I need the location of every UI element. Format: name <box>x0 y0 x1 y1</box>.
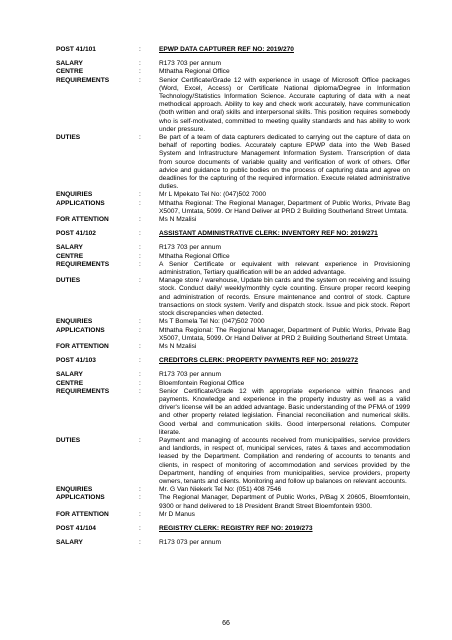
field-row <box>56 261 410 277</box>
post-title-row <box>56 525 410 533</box>
field-value: Senior Certificate/Grade 12 with appropriate experience within finances and payments. Knowledge and experience in the property industry as well as a valid driver's license will be an added advantage. Basic understanding of the PFMA of 1999 and other property related legislation. Financial reconciliation and numerical skills. Good verbal and communication skills. Good interpersonal relations. Computer literate. <box>159 387 410 436</box>
field-row <box>56 134 410 191</box>
separator: : <box>139 260 141 268</box>
field-label: CENTRE <box>56 252 84 260</box>
field-label: APPLICATIONS <box>56 326 105 334</box>
separator: : <box>139 216 141 224</box>
separator: : <box>139 134 141 142</box>
separator: : <box>139 60 141 68</box>
post-number: POST 41/102 <box>56 230 96 238</box>
post-title: REGISTRY CLERK: REGISTRY REF NO: 2019/273 <box>159 524 313 532</box>
separator: : <box>139 524 141 532</box>
post-title: CREDITORS CLERK: PROPERTY PAYMENTS REF NO: 2019/272 <box>159 357 359 365</box>
post-number: POST 41/101 <box>56 46 96 53</box>
field-label: DUTIES <box>56 134 81 142</box>
separator: : <box>139 342 141 350</box>
field-value: Mthatha Regional Office <box>159 252 230 260</box>
field-row <box>56 244 410 252</box>
separator: : <box>139 46 141 53</box>
field-label: FOR ATTENTION <box>56 342 109 350</box>
field-label: FOR ATTENTION <box>56 216 109 224</box>
field-value: Ms N Mzalisi <box>159 216 197 224</box>
field-value: Payment and managing of accounts received from municipalities, service providers and landlords, in respect of, municipal services, rates & taxes and accommodation leased by the Department. Compilation and rendering of accounts to tenants and clients, in respect of monitoring of accommodation and services provided by the Department, handling of enquiries from municipalities, service providers, property owners, tenants and clients. Monitoring and follow up balances on relevant accounts. <box>159 436 410 485</box>
separator: : <box>139 371 141 379</box>
post-number: POST 41/103 <box>56 357 96 365</box>
field-label: DUTIES <box>56 436 81 444</box>
job-post <box>56 46 410 224</box>
field-value: A Senior Certificate or equivalent with relevant experience in Provisioning administration, Tertiary qualification will be an added advantage. <box>159 260 410 277</box>
separator: : <box>139 539 141 547</box>
field-row <box>56 77 410 134</box>
field-value: Mr L Mpekato Tel No: (047)502 7000 <box>159 191 267 199</box>
field-row <box>56 327 410 343</box>
field-label: SALARY <box>56 539 83 547</box>
separator: : <box>139 277 141 285</box>
field-row <box>56 68 410 76</box>
field-row <box>56 216 410 224</box>
job-post <box>56 357 410 519</box>
post-title: ASSISTANT ADMINISTRATIVE CLERK: INVENTORY REF NO: 2019/271 <box>159 230 378 238</box>
field-label: DUTIES <box>56 277 81 285</box>
field-row <box>56 200 410 216</box>
separator: : <box>139 326 141 334</box>
field-label: ENQUIRIES <box>56 191 93 199</box>
field-row <box>56 253 410 261</box>
field-row <box>56 60 410 68</box>
post-number: POST 41/104 <box>56 524 96 532</box>
field-value: R173 703 per annum <box>159 60 221 68</box>
separator: : <box>139 486 141 494</box>
posts-list <box>56 46 410 547</box>
separator: : <box>139 199 141 207</box>
separator: : <box>139 387 141 395</box>
field-value: The Regional Manager, Department of Public Works, P/Bag X 20605, Bloemfontein, 9300 or hand delivered to 18 President Brandt Street Bloemfontein 9300. <box>159 494 410 510</box>
field-value: Senior Certificate/Grade 12 with experience in usage of Microsoft Office packages (Word, Excel, Access) or Certificate National diploma/Degree in Information Technology/Statistics Information Science. Accurate capturing of data with a neat methodical approach. Ability to key and check work accurately, have communication (both written and oral) skills and interpersonal skills. This position requires somebody who is self-motivated, committed to meeting quality standards and has ability to work under pressure. <box>159 76 410 133</box>
field-row <box>56 380 410 388</box>
field-row <box>56 371 410 379</box>
field-label: SALARY <box>56 244 83 252</box>
separator: : <box>139 318 141 326</box>
field-label: ENQUIRIES <box>56 318 93 326</box>
field-row <box>56 277 410 318</box>
field-value: Manage store / warehouse, Update bin cards and the system on receiving and issuing stock. Conduct daily/ weekly/monthly cycle counting. Ensure proper record keeping and administration of records. Ensure maintenance and control of stock. Capture transactions on stock system. Verify and dispatch stock. Issue and pick stock. Report stock discrepancies when detected. <box>159 277 410 318</box>
field-row <box>56 494 410 510</box>
field-row <box>56 388 410 437</box>
field-value: R173 703 per annum <box>159 371 221 379</box>
separator: : <box>139 510 141 518</box>
page-number: 66 <box>222 620 230 627</box>
field-value: Mthatha Regional: The Regional Manager, Department of Public Works, Private Bag X5007, Umtata, 5099. Or Hand Deliver at PRD 2 Building Southerland Street Umtata. <box>159 326 410 342</box>
field-value: Be part of a team of data capturers dedicated to carrying out the capture of data on behalf of reporting bodies. Accurately capture EPWP data into the Web Based System and Infrastructure Management Information System. Transcription of data from source documents of variable quality and verification of work of others. Offer advice and guidance to public bodies on the process of capturing data and agree on deadlines for the capturing of the required information. Execute related administrative duties. <box>159 134 410 191</box>
field-row <box>56 191 410 199</box>
field-row <box>56 486 410 494</box>
field-value: Bloemfontein Regional Office <box>159 379 245 387</box>
field-label: CENTRE <box>56 379 84 387</box>
post-title-row <box>56 46 410 54</box>
separator: : <box>139 68 141 76</box>
field-label: FOR ATTENTION <box>56 510 109 518</box>
field-value: Mr. G Van Niekerk Tel No: (051) 408 7546 <box>159 486 282 494</box>
field-label: CENTRE <box>56 68 84 76</box>
field-value: R173 703 per annum <box>159 244 221 252</box>
field-label: SALARY <box>56 60 83 68</box>
field-value: Mr D Manus <box>159 510 195 518</box>
separator: : <box>139 494 141 502</box>
post-title: EPWP DATA CAPTURER REF NO: 2019/270 <box>159 46 294 53</box>
separator: : <box>139 379 141 387</box>
field-label: ENQUIRIES <box>56 486 93 494</box>
field-value: Ms N Mzalisi <box>159 342 197 350</box>
field-row <box>56 437 410 486</box>
job-post <box>56 525 410 547</box>
separator: : <box>139 436 141 444</box>
field-value: Mthatha Regional: The Regional Manager, Department of Public Works, Private Bag X5007, Umtata, 5099. Or Hand Deliver at PRD 2 Building Southerland Street Umtata. <box>159 199 410 215</box>
separator: : <box>139 244 141 252</box>
field-label: APPLICATIONS <box>56 199 105 207</box>
separator: : <box>139 76 141 84</box>
separator: : <box>139 230 141 238</box>
field-label: SALARY <box>56 371 83 379</box>
field-value: R173 073 per annum <box>159 539 221 547</box>
field-row <box>56 318 410 326</box>
field-value: Mthatha Regional Office <box>159 68 230 76</box>
job-post <box>56 230 410 351</box>
field-value: Ms T Bomela Tel No: (047)502 7000 <box>159 318 265 326</box>
separator: : <box>139 252 141 260</box>
post-title-row <box>56 357 410 365</box>
field-label: REQUIREMENTS <box>56 76 110 84</box>
separator: : <box>139 191 141 199</box>
field-label: REQUIREMENTS <box>56 387 110 395</box>
field-row <box>56 539 410 547</box>
field-label: APPLICATIONS <box>56 494 105 502</box>
post-title-row <box>56 230 410 238</box>
field-row <box>56 511 410 519</box>
separator: : <box>139 357 141 365</box>
field-label: REQUIREMENTS <box>56 260 110 268</box>
field-row <box>56 343 410 351</box>
